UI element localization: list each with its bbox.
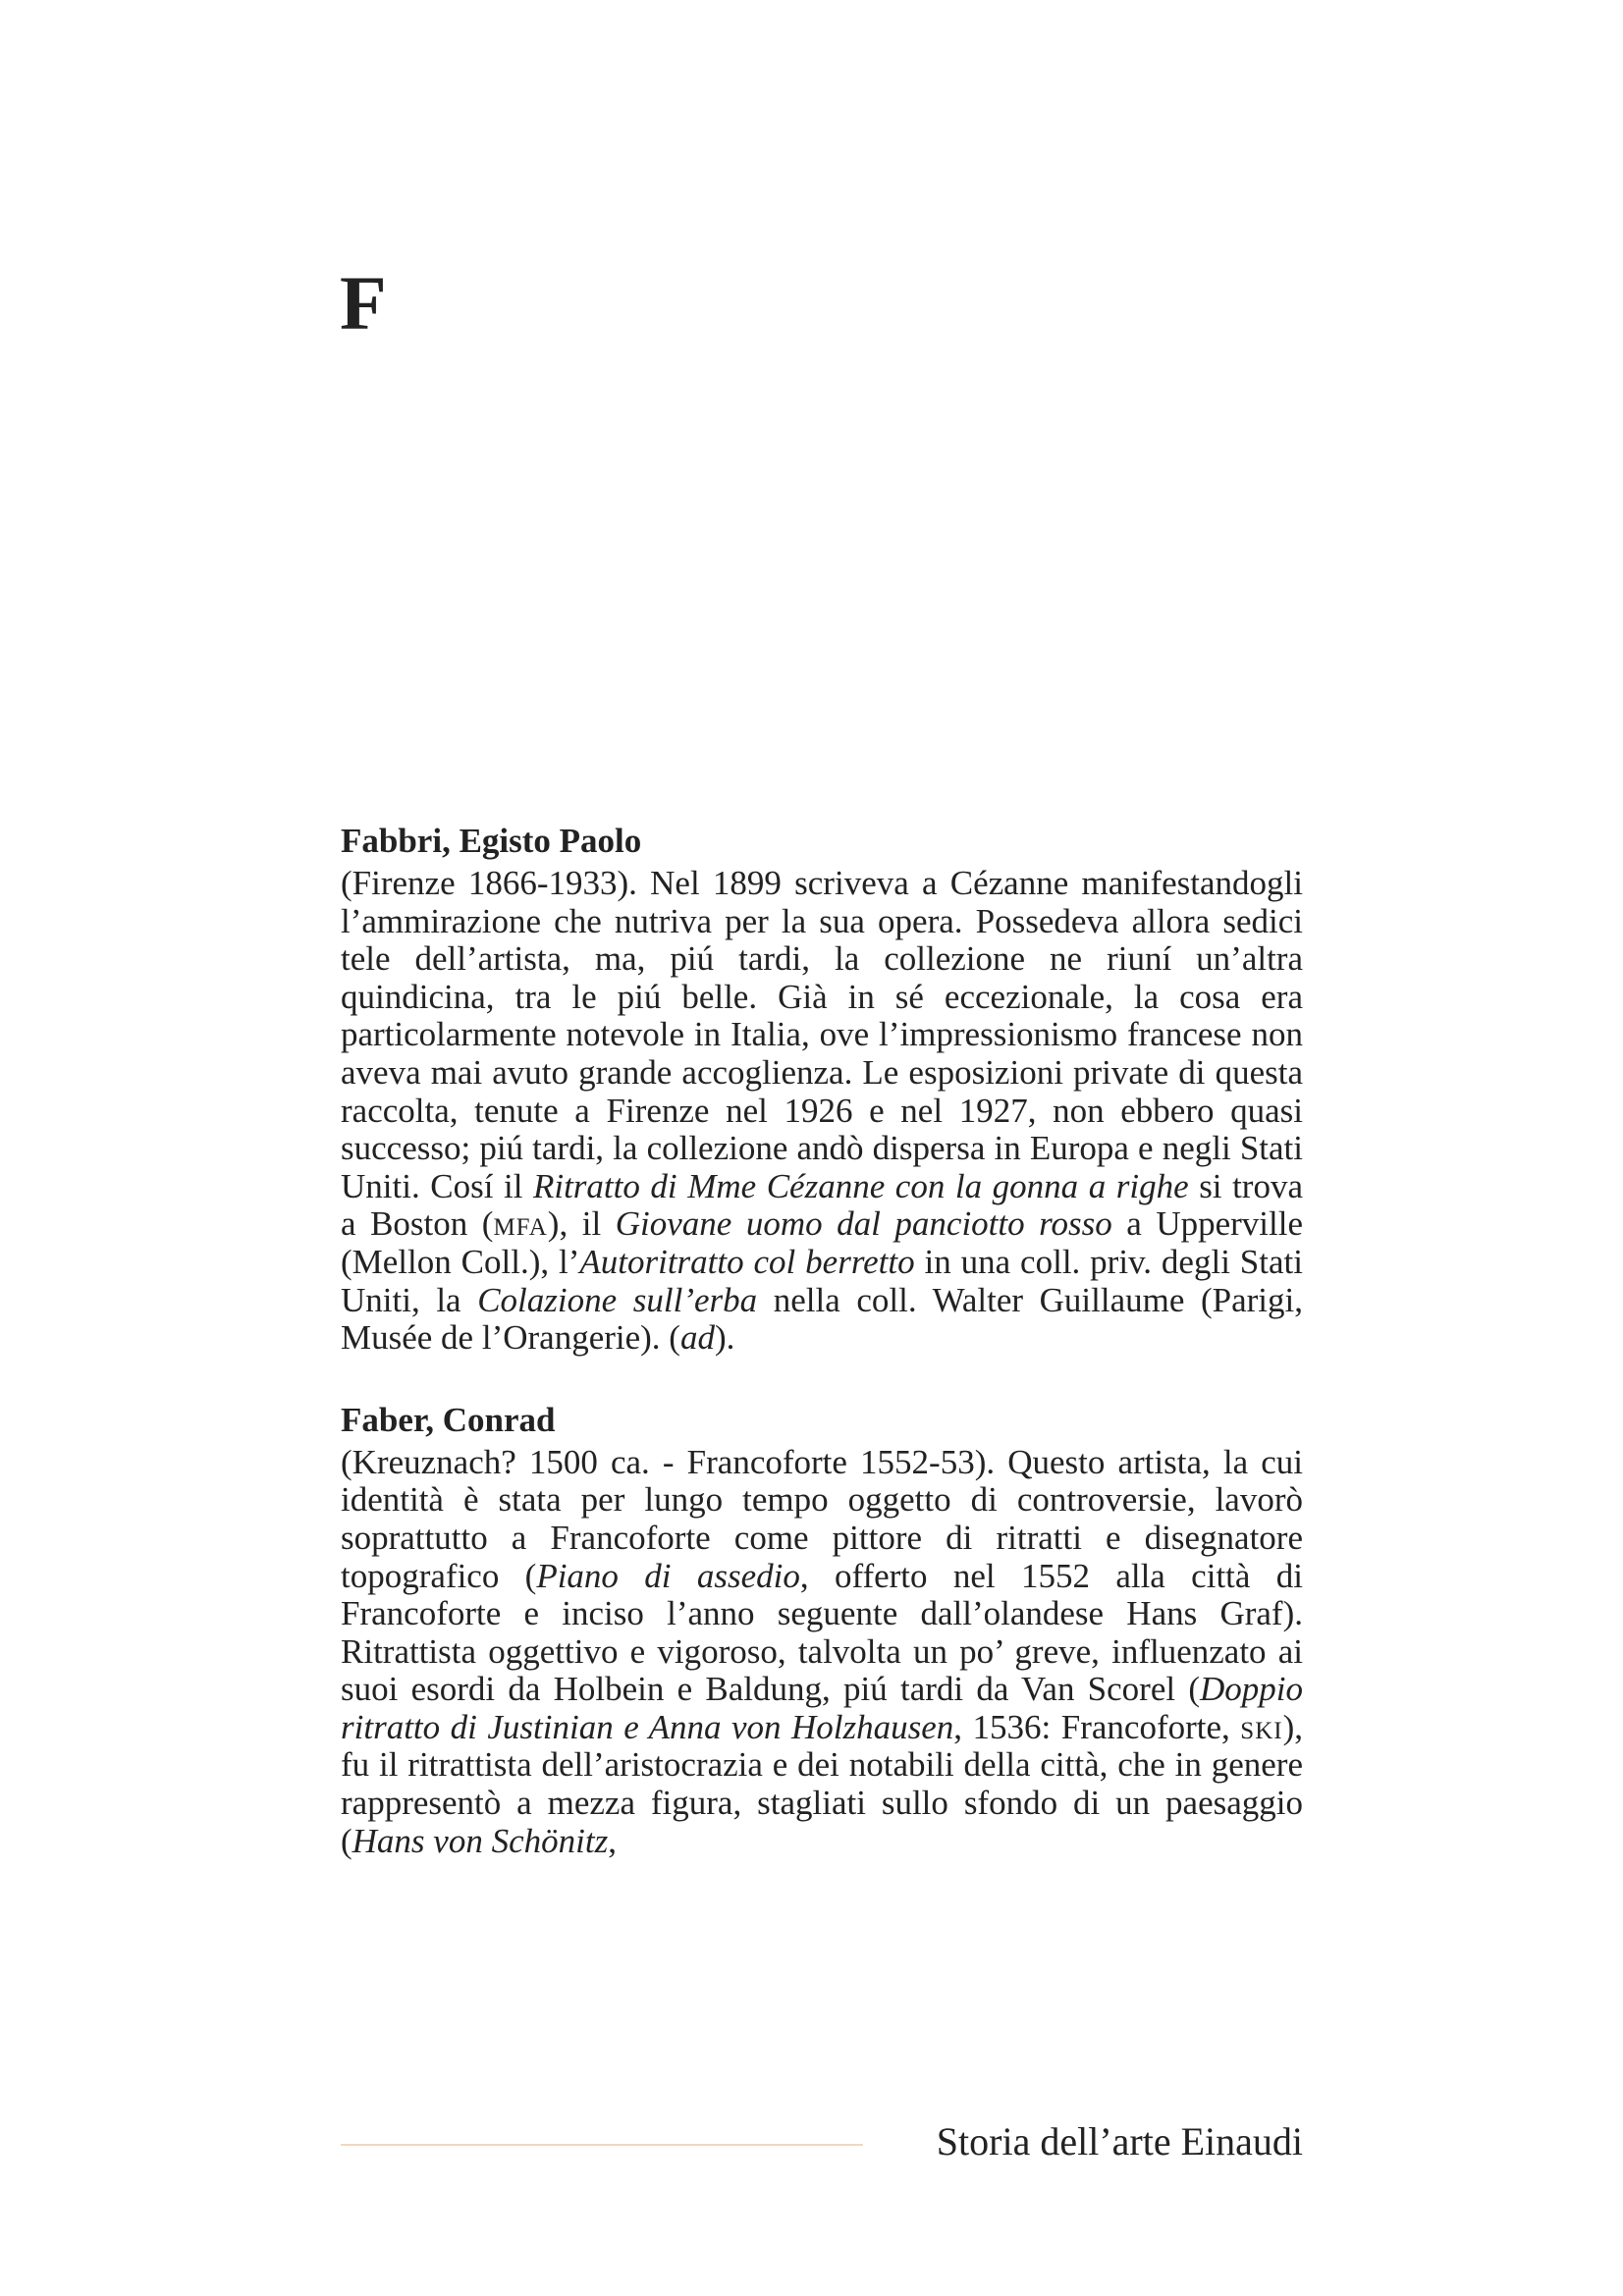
- body-text: nella coll. Walter Guillaume (Parigi, Musée de l’Orangerie). (: [341, 1280, 1303, 1358]
- body-text: (Kreuznach? 1500 ca. - Francoforte 1552-53). Questo artista, la cui identità è stata per lungo tempo oggetto di controversie, lavorò soprattutto a Francoforte come pittore di ritratti e disegnatore topografico (: [341, 1442, 1303, 1595]
- body-text: (Firenze 1866-1933). Nel 1899 scriveva a Cézanne manifestandogli l’ammirazione che nutriva per la sua opera. Possedeva allora sedici tele dell’artista, ma, piú tardi, la collezione ne riuní un’altra quindicina, tra le piú belle. Già in sé eccezionale, la cosa era particolarmente notevole in Italia, ove l’impressionismo francese non aveva mai avuto grande accoglienza. Le esposizioni private di questa raccolta, tenute a Firenze nel 1926 e nel 1927, non ebbero quasi successo; piú tardi, la collezione andò dispersa in Europa e negli Stati Uniti. Cosí il: [341, 864, 1303, 1205]
- body-text: ), fu il ritrattista dell’aristocrazia e dei notabili della città, che in genere rappresentò a mezza figura, stagliati sullo sfondo di un paesaggio (: [341, 1707, 1303, 1860]
- entry-title: Fabbri, Egisto Paolo: [341, 822, 642, 860]
- body-text: , offerto nel 1552 alla città di Francoforte e inciso l’anno seguente dall’olandese Hans Graf). Ritrattista oggettivo e vigoroso, talvolta un po’ greve, influenzato ai suoi esordi da Holbein e Baldung, piú tardi da Van Scorel (: [341, 1556, 1303, 1709]
- italic-title: ad: [679, 1318, 715, 1358]
- entry-fabbri: [341, 820, 1303, 1358]
- italic-title: Doppio ritratto di Justinian e Anna von Holzhausen: [341, 1670, 1303, 1746]
- body-text: ), il: [547, 1204, 616, 1244]
- entry-body: [341, 865, 1303, 1358]
- entry-title: Faber, Conrad: [341, 1400, 556, 1439]
- entries-list: [341, 820, 1303, 1860]
- body-text: a Upperville (Mellon Coll.), l’: [341, 1204, 1303, 1281]
- entry-faber: [341, 1399, 1303, 1861]
- body-text: in una coll. priv. degli Stati Uniti, la: [341, 1242, 1303, 1319]
- abbreviation: mfa: [493, 1204, 548, 1244]
- body-text: ,: [608, 1821, 617, 1860]
- body-text: si trova a Boston (: [341, 1166, 1303, 1244]
- body-text: ).: [714, 1318, 735, 1358]
- italic-title: Giovane uomo dal panciotto rosso: [615, 1204, 1112, 1244]
- body-text: , 1536: Francoforte,: [953, 1707, 1241, 1746]
- entry-body: [341, 1444, 1303, 1861]
- section-letter: F: [340, 260, 387, 346]
- italic-title: Piano di assedio: [536, 1556, 800, 1595]
- italic-title: Colazione sull’erba: [477, 1280, 758, 1319]
- italic-title: Hans von Schönitz: [352, 1821, 609, 1860]
- footer-publisher: Storia dell’arte Einaudi: [936, 2119, 1303, 2163]
- footer-rule: [341, 2144, 863, 2146]
- italic-title: Ritratto di Mme Cézanne con la gonna a righe: [532, 1166, 1189, 1205]
- abbreviation: ski: [1240, 1707, 1283, 1746]
- italic-title: Autoritratto col berretto: [579, 1242, 915, 1281]
